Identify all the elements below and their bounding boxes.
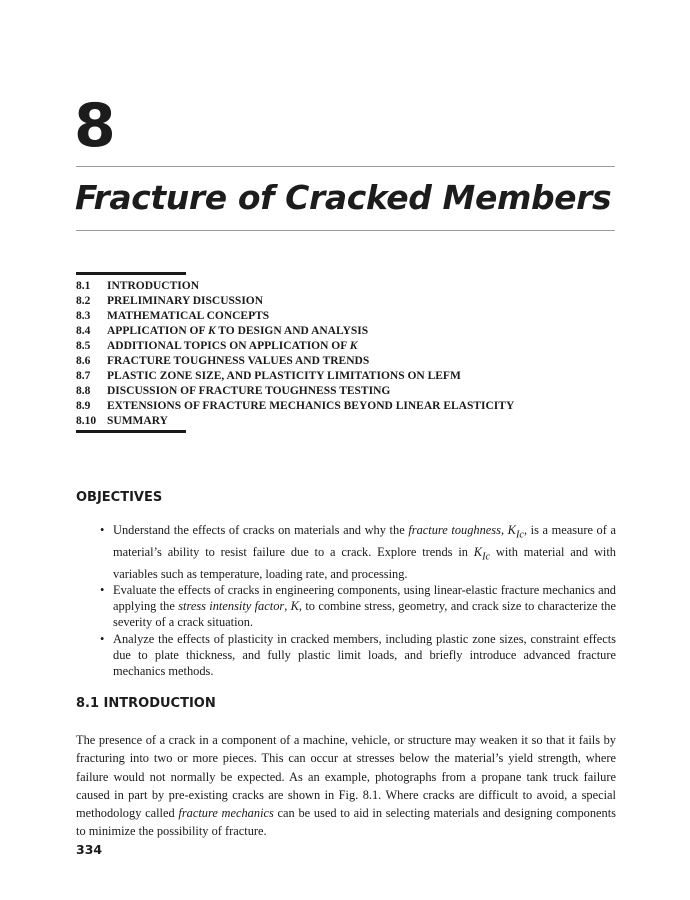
objective-text: with material and with variables such as temperature, loading rate, and processing.: [113, 544, 616, 581]
kic-symbol: K: [507, 523, 516, 537]
toc-item: [76, 414, 514, 429]
toc-item: [76, 324, 514, 339]
toc-rule-bottom: [76, 430, 186, 433]
toc-item: [76, 384, 514, 399]
objective-text: Understand the effects of cracks on materials and why the: [113, 523, 409, 537]
toc-item: [76, 369, 514, 384]
objective-text: , to combine stress, geometry, and crack size to characterize the severity of a crack situation.: [113, 599, 616, 630]
toc-title: ADDITIONAL TOPICS ON APPLICATION OF: [107, 340, 350, 352]
toc-item: [76, 279, 514, 294]
objective-text: Analyze the effects of plasticity in cracked members, including plastic zone sizes, constraint effects due to plate thickness, and fully plastic limit loads, and briefly introduce advanced fracture mechanics methods.: [113, 631, 616, 679]
objective-text: ,: [500, 523, 508, 537]
toc-item: [76, 354, 514, 369]
introduction-heading: 8.1 INTRODUCTION: [76, 696, 216, 711]
chapter-number: 8: [74, 91, 116, 161]
chapter-title: Fracture of Cracked Members: [75, 178, 612, 217]
toc-title: PRELIMINARY DISCUSSION: [107, 295, 264, 307]
title-rule-bottom: [76, 230, 615, 231]
toc-number: 8.5: [76, 340, 91, 352]
toc-k-symbol: K: [349, 340, 358, 352]
page-number: 334: [76, 842, 103, 857]
bullet-icon: •: [100, 631, 105, 646]
toc-item: [76, 399, 514, 414]
toc-title: SUMMARY: [107, 415, 168, 427]
table-of-contents: [76, 279, 514, 429]
toc-number: 8.2: [76, 295, 91, 307]
toc-number: 8.6: [76, 355, 91, 367]
objective-emphasis: stress intensity factor: [178, 599, 285, 614]
objective-emphasis: fracture toughness: [408, 523, 501, 537]
toc-title: PLASTIC ZONE SIZE, AND PLASTICITY LIMITATIONS ON LEFM: [107, 370, 461, 382]
kic-symbol: K: [473, 544, 483, 559]
toc-number: 8.7: [76, 370, 91, 382]
toc-title: MATHEMATICAL CONCEPTS: [107, 310, 270, 322]
toc-rule-top: [76, 272, 186, 275]
toc-item: [76, 294, 514, 309]
objective-item: [100, 522, 616, 582]
bullet-icon: •: [100, 523, 105, 537]
toc-number: 8.3: [76, 310, 91, 322]
toc-number: 8.9: [76, 400, 91, 412]
toc-number: 8.1: [76, 280, 91, 292]
bullet-icon: •: [100, 582, 105, 597]
kic-subscript: Ic: [482, 551, 491, 563]
objective-item: [100, 631, 616, 680]
intro-text: can be used to aid in selecting materials and designing components to minimize the possibility of fracture.: [76, 806, 616, 839]
intro-text: The presence of a crack in a component of a machine, vehicle, or structure may weaken it so that it fails by fracturing into two or more pieces. This can occur at stresses below the material’s yield strength, where failure would not normally be expected. As an example, photographs from a propane tank truck failure caused in part by pre-existing cracks are shown in Fig. 8.1. Where cracks are difficult to avoid, a special methodology called: [76, 733, 616, 821]
toc-k-symbol: K: [207, 325, 216, 337]
toc-title: DISCUSSION OF FRACTURE TOUGHNESS TESTING: [107, 385, 391, 397]
toc-title-rest: TO DESIGN AND ANALYSIS: [215, 325, 369, 337]
toc-title: FRACTURE TOUGHNESS VALUES AND TRENDS: [107, 355, 370, 367]
intro-emphasis: fracture mechanics: [178, 806, 274, 821]
kic-subscript: Ic: [515, 529, 524, 541]
objectives-list: [100, 522, 616, 680]
objective-item: [100, 582, 616, 631]
objectives-heading: OBJECTIVES: [76, 490, 163, 505]
objective-text: , is a measure of a material’s ability to resist failure due to a crack. Explore trends in: [113, 523, 616, 559]
toc-item: [76, 339, 514, 354]
toc-title: EXTENSIONS OF FRACTURE MECHANICS BEYOND LINEAR ELASTICITY: [107, 400, 515, 412]
toc-title: APPLICATION OF: [107, 325, 208, 337]
toc-number: 8.8: [76, 385, 91, 397]
toc-number: 8.4: [76, 325, 91, 337]
toc-title: INTRODUCTION: [107, 280, 200, 292]
k-symbol: K: [290, 599, 299, 614]
toc-number: 8.10: [76, 415, 97, 427]
title-rule-top: [76, 166, 615, 167]
introduction-paragraph: [76, 731, 616, 841]
objective-text: ,: [284, 599, 291, 614]
toc-item: [76, 309, 514, 324]
objective-text: Evaluate the effects of cracks in engineering components, using linear-elastic fracture mechanics and applying the: [113, 582, 616, 614]
